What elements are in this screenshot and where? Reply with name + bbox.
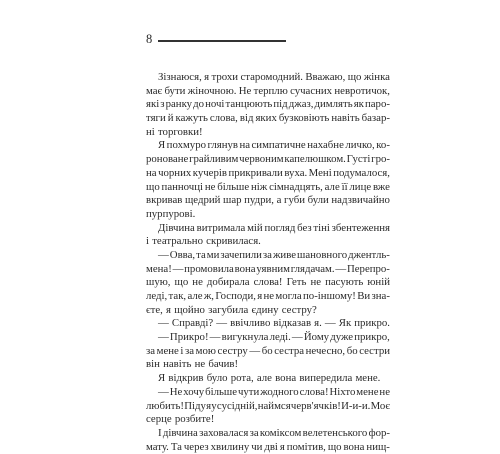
text-line: пурпурові. [146,207,196,220]
text-line: Дівчина витримала мій погляд без тіні збентеження [158,221,390,234]
text-line: які з ранку до ночі танцюють під джаз, димлять як паро- [146,98,390,111]
text-line: — Справді? — ввічливо відказав я. — Як прикро. [158,317,390,330]
text-line: має бути жіночною. Не терплю сучасних невротичок, [146,84,390,97]
header-rule [158,40,286,42]
text-line: шую, що не добирала слова! Геть не пасують юній [146,276,390,289]
text-line: ні торговки! [146,125,203,138]
text-line: роноване грайливим червоним капелюшком. Густі гро- [146,153,390,166]
text-line: леді, так, але ж, Господи, я не могла по-іншому! Ви зна- [146,290,390,302]
page-header [146,32,296,46]
text-line: любить! Піду я у сусідній, наймся черв'ячків! И-и-и. Моє [146,399,390,412]
text-line: що панночці не більше ніж сімнадцять, але її лице вже [146,180,390,193]
text-line: і театрально скривилася. [146,235,261,248]
text-line: він навіть не бачив! [146,358,239,371]
text-line: — Не хочу більше чути жодного слова! Ніхто мене не [158,385,390,398]
text-line: серце розбите! [146,413,215,426]
text-line: І дівчина заховалася за коміксом велетенського фор- [158,426,390,439]
text-line: Я відкрив було рота, але вона випередила мене. [158,372,381,385]
page-number: 8 [146,32,153,46]
body-text [146,71,390,454]
text-line: — Овва, та ми зачепили за живе шановного джентль- [158,248,390,261]
text-line: Я похмуро глянув на симпатичне нахабне личко, ко- [158,139,390,152]
text-line: мату. Та через хвилину чи дві я помітив, що вона нищ- [146,440,390,453]
text-line: за мене і за мою сестру — бо сестра нечесно, бо сестри [146,344,390,357]
text-line: єте, я щойно загубила єдину сестру? [146,303,317,316]
text-line: вкривав щедрий шар пудри, а губи були надзвичайно [146,194,390,207]
text-line: на чорних кучерів прикривали вуха. Мені подумалося, [146,166,390,179]
text-line: тяги й кажуть слова, від яких бузковіють навіть базар- [146,112,390,125]
text-line: Зізнаюся, я трохи старомодний. Вважаю, що жінка [158,71,390,83]
text-line: — Прикро! — вигукнула леді. — Йому дуже прикро, [158,331,390,344]
text-line: мена! — промовила вона уявним глядачам. — Перепро- [146,262,390,275]
